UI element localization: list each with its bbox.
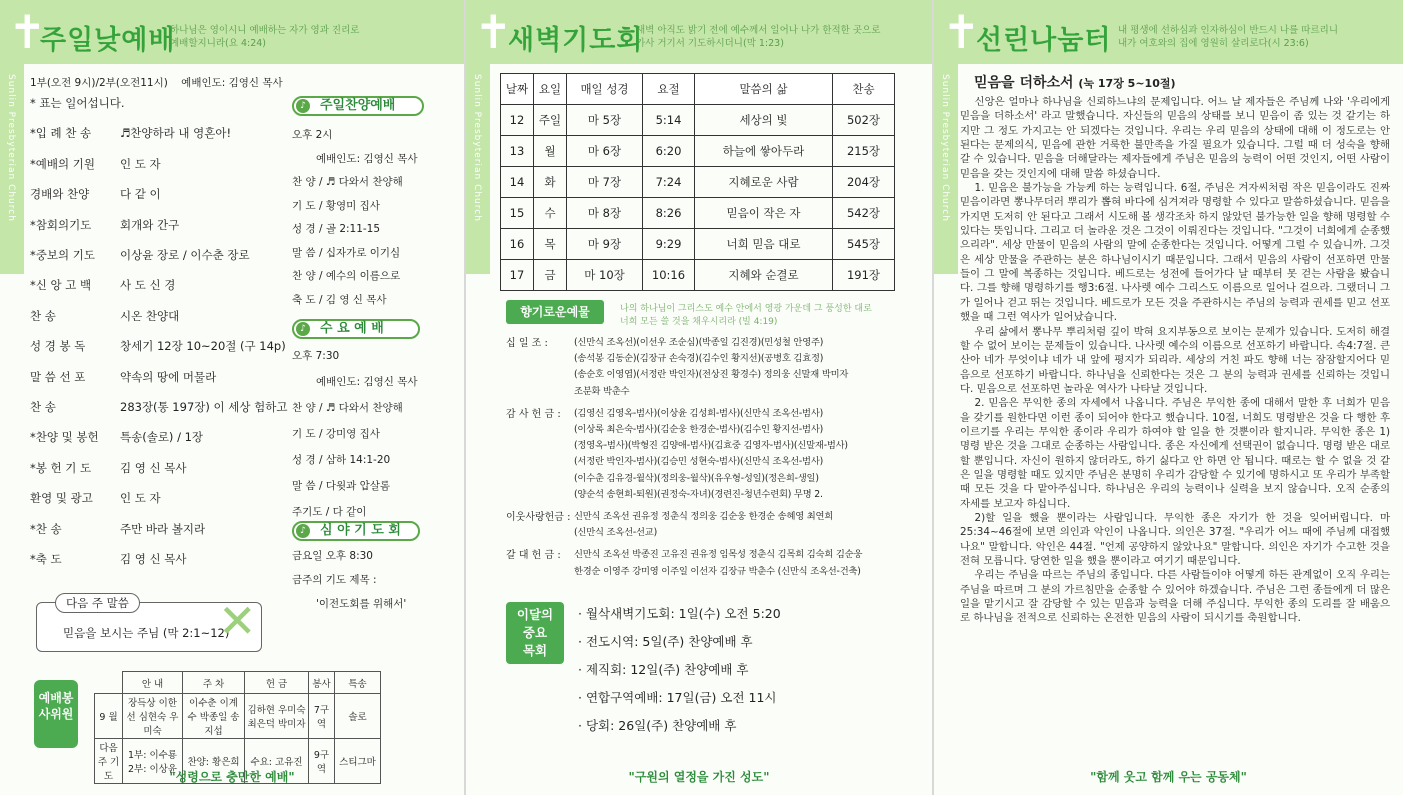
- col-header: 요절: [643, 74, 695, 105]
- order-value: 창세기 12장 10~20절 (구 14p): [120, 339, 286, 354]
- order-label: *신 앙 고 백: [30, 278, 92, 293]
- footer-slogan: "함께 웃고 함께 우는 공동체": [1090, 770, 1247, 784]
- order-label: *예배의 기원: [30, 156, 95, 171]
- panel-title: 주일낮예배: [40, 25, 176, 56]
- cell: 이수춘 이계수 박종일 송지섭: [183, 694, 245, 739]
- table-row: [501, 198, 895, 229]
- offering-kind: 감 사 헌 금 :: [506, 408, 561, 420]
- footer-slogan: "구원의 열정을 가진 성도": [628, 770, 770, 784]
- order-item: [30, 125, 231, 141]
- cross-icon: ✝: [8, 5, 47, 59]
- order-value: 주만 바라 볼지라: [120, 521, 206, 536]
- cell: 찬양: 황은희: [183, 739, 245, 784]
- cell: 지혜로운 사람: [695, 167, 833, 198]
- cell: 9:29: [643, 229, 695, 260]
- verse-line: 내 평생에 선하심과 인자하심이 반드시 나를 따르리니: [1118, 25, 1339, 36]
- music-icon: ♪: [296, 524, 310, 538]
- cell: 5:14: [643, 105, 695, 136]
- cell: 마 9장: [567, 229, 643, 260]
- cell: 191장: [833, 260, 895, 291]
- cell: 7구역: [309, 694, 335, 739]
- service-line: 말 씀 / 십자가로 이기심: [292, 246, 401, 259]
- cell: 13: [501, 136, 534, 167]
- service-line: 금요일 오후 8:30: [292, 550, 373, 562]
- table-row: [501, 105, 895, 136]
- cell: 다음주 기 도: [95, 739, 123, 784]
- cell: 김하현 우미숙 최은덕 박미자: [245, 694, 309, 739]
- col-header: 특송: [335, 672, 381, 694]
- cell: 마 10장: [567, 260, 643, 291]
- service-line: 축 도 / 김 영 신 목사: [292, 293, 387, 306]
- table-row: [501, 229, 895, 260]
- article-paragraph: 2. 믿음은 무익한 종의 자세에서 나옵니다. 주님은 무익한 종에 대해서 말한 후 너희가 믿음을 갖기를 원한다면 이런 종이 되어야 한다고 했습니다. 10절, 너희도 명령받은 것을 다 행한 후 이르기를 우리는 무익한 종이라 우리가 하여야 할 일을 한 것뿐이라 할지니라. 무익한 종은 1) 명령 받은 것을 그대로 순종하는 사람입니다. 종은 자신에게 선택권이 없습니다. 명령 받은 대로 할 뿐입니다. 자신이 원하지 않더라도, 하기 싫다고 안 하면 안 됩니다. 때로는 할 수 없을 것 같은 일을 명령할 때도 있지만 주님은 분명히 우리가 감당할 수 있기에 명하시고 또 우리가 부족할 때 모든 것을 다 맡아주십니다. 하나님은 우리의 능력이나 실력을 보지 않습니다. 오직 순종의 자세를 보고자 하십니다.: [960, 397, 1390, 510]
- cell: 지혜와 순결로: [695, 260, 833, 291]
- cell: 10:16: [643, 260, 695, 291]
- music-icon: ♪: [296, 99, 310, 113]
- order-value: 인 도 자: [120, 156, 161, 171]
- order-label: 성 경 봉 독: [30, 339, 86, 354]
- order-value: 이상윤 장로 / 이수춘 장로: [120, 248, 250, 262]
- col-header: 주 차: [183, 672, 245, 694]
- panel-verse: [636, 24, 880, 50]
- order-item: [30, 338, 286, 354]
- news-item: · 전도시역: 5일(주) 찬양예배 후: [578, 634, 753, 649]
- order-label: 찬 송: [30, 308, 56, 323]
- service-line: 금주의 기도 제목 :: [292, 574, 377, 586]
- article-paragraph: 우리 삶에서 뽕나무 뿌리처럼 깊이 박혀 요지부동으로 보이는 문제가 있습니다. 도저히 해결할 수 없어 보이는 문제들이 있습니다. 나사렛 예수의 이름으로 선포하기 바랍니다. 속4:7절. 큰 산아 네가 무엇이냐 네가 내 앞에 평지가 되리라. 세상의 거친 파도 향해 너는 잠잠할지어다 믿음으로 선포하기 바랍니다. 하나님을 신뢰한다는 것은 그 분의 능력과 권세를 신뢰하는 것입니다. 믿음으로 선포하면 놀라운 역사가 나타날 것입니다.: [960, 325, 1390, 395]
- service-line: 기 도 / 강미영 집사: [292, 428, 380, 440]
- col-header: 찬송: [833, 74, 895, 105]
- news-item: · 제직회: 12일(주) 찬양예배 후: [578, 662, 749, 677]
- order-value: 시온 찬양대: [120, 308, 180, 323]
- verse-line: 가사 거기서 기도하시더니(막 1:23): [636, 38, 784, 49]
- order-item: [30, 429, 203, 445]
- order-value: ♬찬양하라 내 영혼아!: [120, 126, 232, 141]
- cell: 215장: [833, 136, 895, 167]
- news-label: 이달의 중요 목회: [506, 602, 564, 664]
- table-row: [95, 672, 381, 694]
- offering-names: (송순호 이영엽)(서정란 박인자)(전상진 황경수) 정의웅 신말재 박미자: [574, 369, 849, 381]
- service-line: 오후 7:30: [292, 350, 340, 362]
- order-item: [30, 308, 179, 324]
- offering-verse: [620, 303, 872, 329]
- order-label: 찬 송: [30, 400, 56, 414]
- cell: 수요: 고유진: [245, 739, 309, 784]
- col-header: 안 내: [123, 672, 183, 694]
- night-title-box: ♪ 심 야 기 도 회: [292, 521, 420, 541]
- cell: 화: [534, 167, 567, 198]
- order-value: 김 영 신 목사: [120, 552, 187, 566]
- order-label: *축 도: [30, 552, 62, 566]
- verse-line: 예배할지니라(요 4:24): [170, 38, 267, 49]
- col-header: 요일: [534, 74, 567, 105]
- cell: 마 5장: [567, 105, 643, 136]
- footer-slogan: "성령으로 충만한 예배": [169, 770, 295, 784]
- cell: 마 6장: [567, 136, 643, 167]
- panel-title: 새벽기도회: [508, 25, 644, 56]
- order-value: 283장(통 197장) 이 세상 험하고: [120, 400, 288, 414]
- order-value: 사 도 신 경: [120, 278, 176, 293]
- order-item: [30, 247, 250, 263]
- cell: 204장: [833, 167, 895, 198]
- order-item: [30, 460, 187, 476]
- cell: 하늘에 쌓아두라: [695, 136, 833, 167]
- offering-names: 신만식 조옥선 권유정 정춘식 정의웅 김순웅 한경순 송혜영 최연희: [574, 511, 834, 522]
- news-item: · 월삭새벽기도회: 1일(수) 오전 5:20: [578, 606, 781, 621]
- order-item: [30, 277, 175, 293]
- next-sermon-text: 믿음을 보시는 주님 (막 2:1~12): [63, 626, 230, 640]
- table-row: [501, 260, 895, 291]
- cell: 마 8장: [567, 198, 643, 229]
- verse-line: 하나님은 영이시니 예배하는 자가 영과 진리로: [170, 25, 360, 36]
- offering-kind: 십 일 조 :: [506, 338, 548, 349]
- offering-names: (이상록 최은숙-범사)(김순웅 한경순-범사)(김수인 황지선-범사): [574, 424, 824, 435]
- service-line: 예배인도: 김영신 목사: [316, 376, 418, 388]
- service-line: 찬 양 / ♬ 다와서 찬양해: [292, 402, 403, 414]
- table-row: [95, 694, 381, 739]
- order-value: 약속의 땅에 머물라: [120, 369, 217, 384]
- order-item: [30, 217, 179, 233]
- article-heading: [974, 72, 1176, 92]
- table-row: [501, 167, 895, 198]
- side-tab: Sunlin Presbyterian Church: [0, 64, 24, 274]
- cell: 15: [501, 198, 534, 229]
- service-line: 성 경 / 골 2:11-15: [292, 223, 381, 235]
- cell: 6:20: [643, 136, 695, 167]
- dawn-schedule-table: [500, 73, 895, 291]
- cell: 1부: 이수룡 2부: 이상윤: [123, 739, 183, 784]
- verse-line: 너희 모든 쓸 것을 채우시리라 (빌 4:19): [620, 317, 778, 327]
- article-body: [960, 95, 1390, 626]
- cell: 스티그마: [335, 739, 381, 784]
- order-item: [30, 490, 161, 506]
- cell: 목: [534, 229, 567, 260]
- cell: 502장: [833, 105, 895, 136]
- cross-icon: ✝: [942, 5, 981, 59]
- cell: 믿음이 작은 자: [695, 198, 833, 229]
- offering-names: (신만식 조옥선-선교): [574, 527, 658, 539]
- service-line: 예배인도: 김영신 목사: [316, 152, 418, 165]
- service-line: 기 도 / 황영미 집사: [292, 199, 380, 212]
- side-tab: Sunlin Presbyterian Church: [466, 64, 490, 274]
- order-label: *참회의기도: [30, 217, 92, 232]
- offering-names: 조분화 박춘수: [574, 385, 630, 397]
- cell: 542장: [833, 198, 895, 229]
- offering-names: (이수춘 김유경-월삭)(정의웅-월삭)(유우형-성일)(정은희-생일): [574, 472, 819, 484]
- cell: 주일: [534, 105, 567, 136]
- service-line: 주기도 / 다 같이: [292, 506, 367, 518]
- order-label: *봉 헌 기 도: [30, 460, 92, 475]
- order-item: [30, 521, 205, 537]
- table-row: [501, 74, 895, 105]
- service-line: 찬 양 / 예수의 이름으로: [292, 270, 401, 282]
- article-ref: (눅 17장 5~10절): [1078, 77, 1176, 90]
- order-label: 경배와 찬양: [30, 187, 90, 202]
- offering-names: 신만식 조옥선 박종진 고유진 권유정 임목성 정춘식 김목희 김숙희 김순웅: [574, 549, 863, 561]
- col-header: 매일 성경: [567, 74, 643, 105]
- table-row: [501, 136, 895, 167]
- order-item: [30, 551, 187, 567]
- service-line: '이전도회를 위해서': [316, 598, 407, 610]
- order-label: 말 씀 선 포: [30, 369, 86, 384]
- order-label: * 표는 일어섭니다.: [30, 96, 125, 110]
- cell: 9 월: [95, 694, 123, 739]
- cell: 9구역: [309, 739, 335, 784]
- order-label: 환영 및 광고: [30, 491, 93, 506]
- order-value: 인 도 자: [120, 491, 161, 506]
- order-value: 회개와 간구: [120, 217, 180, 232]
- offering-names: (김영신 김영옥-범사)(이상윤 김성희-범사)(신만식 조옥선-범사): [574, 407, 824, 419]
- cell: 7:24: [643, 167, 695, 198]
- cell: 14: [501, 167, 534, 198]
- order-item: [30, 95, 124, 111]
- offering-names: (정영옥-범사)(박형진 김양애-범사)(김효중 김영자-범사)(신말재-범사): [574, 440, 848, 452]
- news-item: · 연합구역예배: 17일(금) 오전 11시: [578, 690, 777, 705]
- service-line: 성 경 / 삼하 14:1-20: [292, 454, 391, 466]
- cell: 마 7장: [567, 167, 643, 198]
- cell: 금: [534, 260, 567, 291]
- cell: 17: [501, 260, 534, 291]
- col-header: 말씀의 삶: [695, 74, 833, 105]
- panel-verse: [1118, 24, 1338, 50]
- col-header: 날짜: [501, 74, 534, 105]
- order-value: 특송(솔로) / 1장: [120, 430, 204, 445]
- order-item: [30, 156, 161, 172]
- serve-label: 예배봉사위원: [34, 680, 78, 748]
- service-line: 찬 양 / ♬ 다와서 찬양해: [292, 176, 403, 188]
- verse-line: 새벽 아직도 밝기 전에 예수께서 일어나 나가 한적한 곳으로: [636, 25, 881, 36]
- col-header: 봉사: [309, 672, 335, 694]
- order-label: *입 례 찬 송: [30, 126, 92, 141]
- service-line: 말 씀 / 다윗과 압살롬: [292, 480, 391, 492]
- cross-icon: ✝: [474, 5, 513, 59]
- cell: 12: [501, 105, 534, 136]
- praise-title-box: ♪ 주일찬양예배: [292, 96, 424, 116]
- offering-names: (송석봉 김동순)(김장규 손숙경)(김수인 황지선)(공병호 김효정): [574, 353, 824, 365]
- article-paragraph: 2)할 일을 했을 뿐이라는 사람입니다. 무익한 종은 자기가 한 것을 잊어버립니다. 마25:34~46절에 보면 의인과 악인이 나옵니다. 의인은 37절. "우리가 어느 때에 주님께 대접했나요" 말합니다. 악인은 44절. "언제 공양하지 않았나요" 말합니다. 의인은 자기가 수고한 것을 전혀 모릅니다. 당연한 일을 했을 뿐이라고 여기기 때문입니다.: [960, 511, 1390, 567]
- article-paragraph: 신앙은 얼마나 하나님을 신뢰하느냐의 문제입니다. 어느 날 제자들은 주님께 나와 '우리에게 믿음을 더하소서' 라고 말했습니다. 자신들의 믿음의 상태를 보니 믿음이 좀 있는 것 같기는 하지만 그 정도 가지고는 안 되겠다는 것입니다. 우리는 우리 믿음의 상태에 대해 이 정도로는 안 된다는 문제의식, 믿음에 관한 거룩한 불만족을 가질 필요가 있습니다. 그럴 때 더 성숙을 향해 갈 수 있습니다. 믿음을 더해달라는 제자들에게 주님은 믿음의 능력이 어떤 것인지, 어떤 사람이 믿음을 갖는 것인지에 대해 말씀 하셨습니다.: [960, 96, 1390, 180]
- offering-names: 한경순 이영주 강미영 이주일 이선자 김장규 박춘수 (신만식 조옥선-건축): [574, 565, 861, 577]
- cell: 너희 믿음 대로: [695, 229, 833, 260]
- panel-title: 선린나눔터: [976, 25, 1112, 56]
- order-label: *중보의 기도: [30, 248, 95, 262]
- offering-names: (신만식 조옥선)(이선우 조순심)(박종일 김진경)(민성철 안영주): [574, 337, 824, 348]
- service-line: 오후 2시: [292, 129, 333, 141]
- service-times: 1부(오전 9시)/2부(오전11시) 예배인도: 김영신 목사: [30, 77, 283, 89]
- offering-kind: 이웃사랑헌금 :: [506, 512, 571, 523]
- cell: 장득상 이한선 심현숙 우미숙: [123, 694, 183, 739]
- order-item: [30, 399, 287, 415]
- order-value: 김 영 신 목사: [120, 460, 187, 475]
- next-sermon-title: 다음 주 말씀: [55, 593, 140, 613]
- order-label: *찬 송: [30, 521, 62, 536]
- music-icon: ♪: [296, 322, 310, 336]
- article-paragraph: 우리는 주님을 따르는 주님의 종입니다. 다른 사람들이야 어떻게 하든 관계없이 오직 우리는 주님을 따르며 그 분의 가르침만을 순종할 수 있어야 하겠습니다. 주님은 그런 종들에게 더 많은 일을 맡기시고 잘 감당할 수 있는 믿음과 능력을 더해 주십니다. 무익한 종의 도리를 잘 배움으로 하나님을 전적으로 신뢰하는 온전한 믿음의 사람이 되시기를 축원합니다.: [960, 569, 1390, 625]
- verse-line: 내가 여호와의 집에 영원히 살리로다(시 23:6): [1118, 38, 1309, 49]
- order-item: [30, 369, 216, 385]
- order-label: *찬양 및 봉헌: [30, 430, 99, 445]
- order-item: [30, 186, 161, 202]
- wed-title-box: ♪ 수 요 예 배: [292, 319, 420, 339]
- cell: 545장: [833, 229, 895, 260]
- cell: 16: [501, 229, 534, 260]
- cell: 8:26: [643, 198, 695, 229]
- order-value: 다 같 이: [120, 187, 161, 202]
- verse-line: 나의 하나님이 그리스도 예수 안에서 영광 가운데 그 풍성한 대로: [620, 304, 872, 314]
- panel-sunday-worship: [0, 0, 464, 795]
- panel-verse: [170, 24, 359, 50]
- cell: 수: [534, 198, 567, 229]
- article-paragraph: 1. 믿음은 불가능을 가능케 하는 능력입니다. 6절, 주님은 겨자씨처럼 작은 믿음이라도 진짜 믿음이라면 뽕나무더러 뿌리가 뽑혀 바다에 심겨져라 명령할 수 있다고 말씀하셨습니다. 믿음을 가지면 도저히 안 된다고 그래서 시도해 볼 생각조차 하지 않았던 불가능한 일을 향해 명령할 수 있다는 뜻입니다. 그리고 더 놀라운 것은 그것이 이뤄진다는 것입니다. "그것이 너희에게 순종했으리라". 세상 만물이 믿음의 사람의 말에 순종한다는 것입니다. 어떻게 그럴 수 있습니까. 그것은 세상 만물을 주관하는 분은 하나님이시기 때문입니다. 그래서 믿음의 사람이 선포하면 만물들이 그 말에 복종하는 것입니다. 베드로는 성전에 들어가다 날 때부터 못 걷는 사람을 봤습니다. 그를 향해 명령하기를 행3:6절. 나사렛 예수 그리스도 이름으로 일어나 걸으라. 그랬더니 그가 일어나 걷고 뛰는 것입니다. 베드로가 모든 것을 주관하시는 주님의 능력과 권세를 믿고 선포했을 때 그런 역사가 일어났습니다.: [960, 182, 1390, 324]
- offering-title: 향기로운예물: [506, 300, 604, 324]
- offering-names: (양순석 송현희-퇴원)(권정숙-자녀)(경련진-청년수련회) 무명 2.: [574, 488, 823, 500]
- cell: 월: [534, 136, 567, 167]
- check-mark-icon: ✕: [218, 594, 257, 648]
- cell: 세상의 빛: [695, 105, 833, 136]
- offering-names: (서정란 박인자-범사)(김승민 성현숙-범사)(신만식 조옥선-범사): [574, 456, 824, 468]
- side-tab: Sunlin Presbyterian Church: [934, 64, 958, 274]
- news-item: · 당회: 26일(주) 찬양예배 후: [578, 718, 737, 733]
- article-title: 믿음을 더하소서: [974, 75, 1074, 91]
- col-header: 헌 금: [245, 672, 309, 694]
- offering-kind: 갈 대 헌 금 :: [506, 550, 561, 562]
- cell: 솔로: [335, 694, 381, 739]
